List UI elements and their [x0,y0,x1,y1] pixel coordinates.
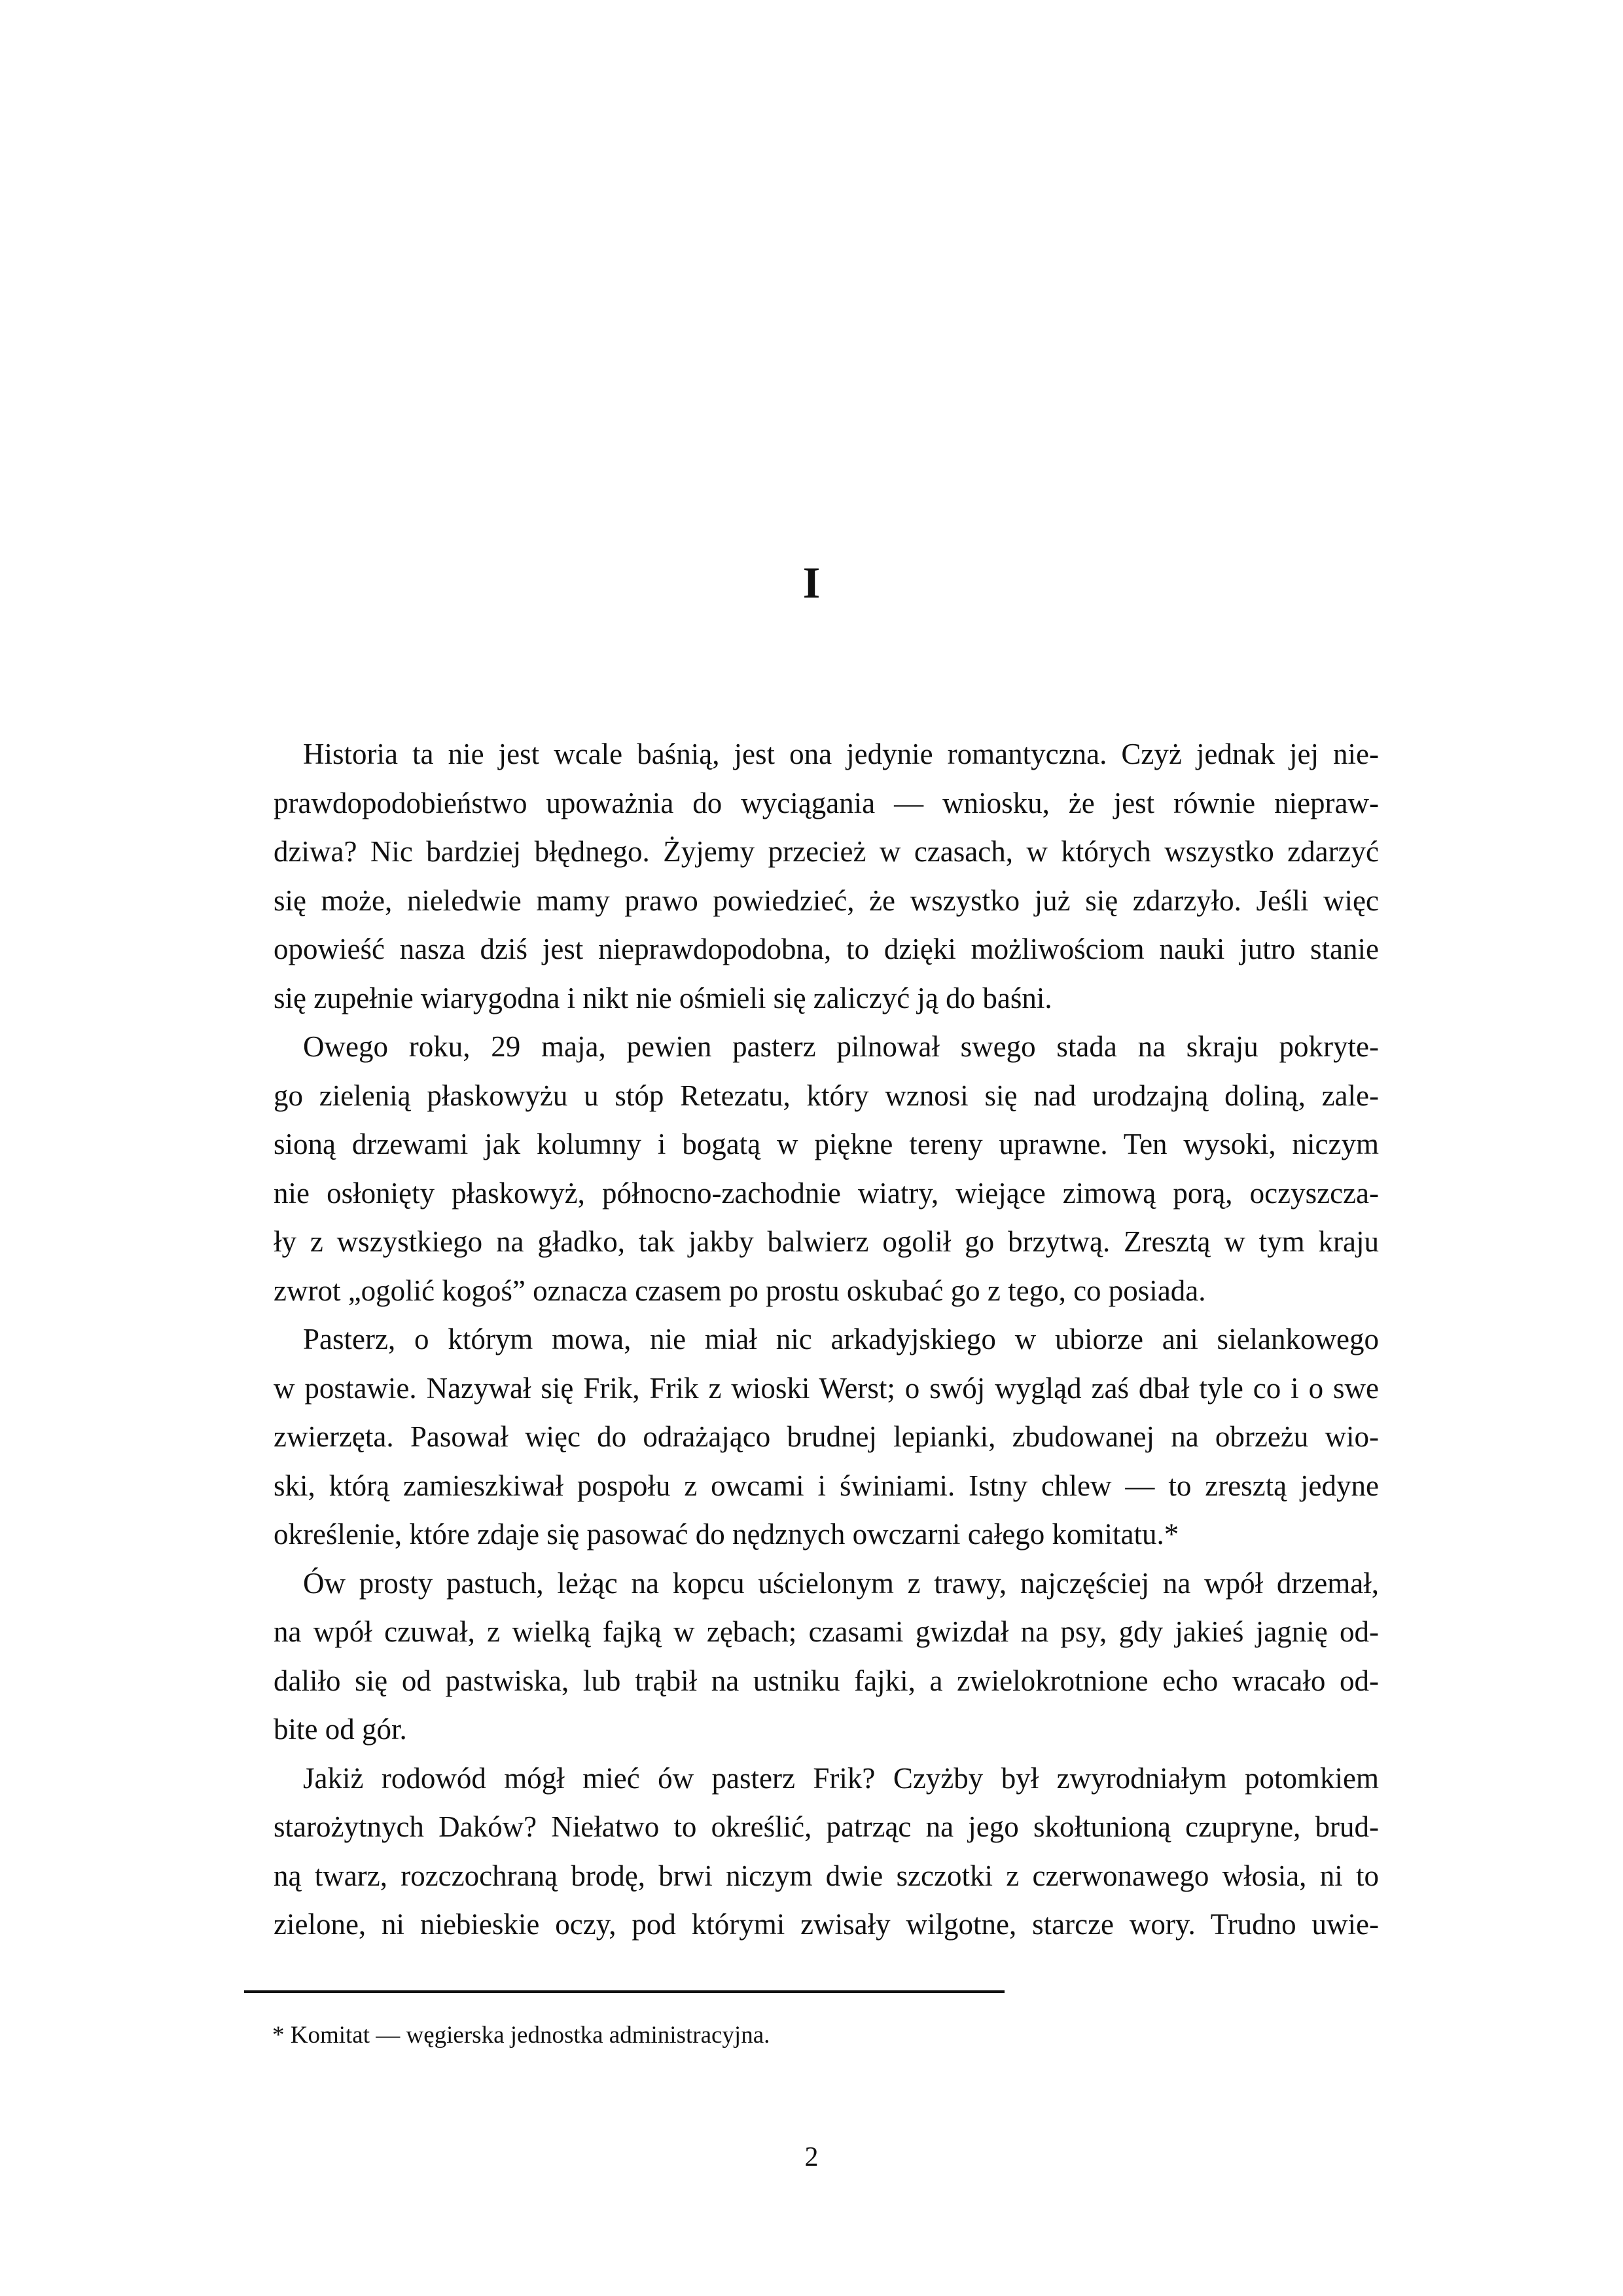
text-line: na wpół czuwał, z wielką fajką w zębach; czasami gwizdał na psy, gdy jakieś jagnię od- [274,1615,1379,1648]
footnote: * Komitat — węgierska jednostka administracyjna. [272,2022,770,2049]
text-line: się może, nieledwie mamy prawo powiedzieć, że wszystko już się zdarzyło. Jeśli więc [274,884,1379,917]
text-line: w postawie. Nazywał się Frik, Frik z wioski Werst; o swój wygląd zaś dbał tyle co i o swe [274,1371,1379,1405]
chapter-heading: I [802,558,821,607]
text-line: zwrot „ogolić kogoś” oznacza czasem po prostu oskubać go z tego, co posiada. [274,1274,1206,1307]
text-line: sioną drzewami jak kolumny i bogatą w piękne tereny uprawne. Ten wysoki, niczym [274,1128,1379,1160]
paragraph-1 [244,730,1379,1022]
text-line: ną twarz, rozczochraną brodę, brwi niczym dwie szczotki z czerwonawego włosia, ni to [274,1859,1379,1892]
paragraph-5 [244,1754,1379,1949]
text-line: zwierzęta. Pasował więc do odrażająco brudnej lepianki, zbudowanej na obrzeżu wio- [274,1420,1379,1453]
text-line: Owego roku, 29 maja, pewien pasterz pilnował swego stada na skraju pokryte- [303,1030,1379,1063]
paragraph-3 [244,1315,1379,1559]
text-line: prawdopodobieństwo upoważnia do wyciągania — wniosku, że jest równie niepraw- [274,786,1379,819]
text-line: opowieść nasza dziś jest nieprawdopodobna, to dzięki możliwościom nauki jutro stanie [274,933,1379,965]
text-line: Jakiż rodowód mógł mieć ów pasterz Frik? Czyżby był zwyrodniałym potomkiem [303,1761,1379,1795]
paragraph-2 [244,1022,1379,1315]
text-line: dziwa? Nic bardziej błędnego. Żyjemy przecież w czasach, w których wszystko zdarzyć [274,835,1379,868]
text-line: starożytnych Daków? Niełatwo to określić, patrząc na jego skołtunioną czupryne, brud- [274,1810,1379,1843]
text-line: się zupełnie wiarygodna i nikt nie ośmieli się zaliczyć ją do baśni. [274,981,1052,1014]
text-line: ły z wszystkiego na gładko, tak jakby balwierz ogolił go brzytwą. Zresztą w tym kraju [274,1225,1379,1258]
text-line: daliło się od pastwiska, lub trąbił na ustniku fajki, a zwielokrotnione echo wracało od- [274,1664,1379,1697]
paragraph-4 [244,1559,1379,1754]
text-line: Ów prosty pastuch, leżąc na kopcu uścielonym z trawy, najczęściej na wpół drzemał, [303,1566,1379,1600]
text-line: nie osłonięty płaskowyż, północno-zachodnie wiatry, wiejące zimową porą, oczyszcza- [274,1176,1379,1210]
body-text [244,730,1379,1949]
page-number: 2 [804,2142,819,2172]
text-line: zielone, ni niebieskie oczy, pod którymi zwisały wilgotne, starcze wory. Trudno uwie- [274,1908,1379,1941]
text-line: Historia ta nie jest wcale baśnią, jest ona jedynie romantyczna. Czyż jednak jej nie- [303,738,1379,770]
footnote-divider [244,1990,1005,1993]
text-line: Pasterz, o którym mowa, nie miał nic arkadyjskiego w ubiorze ani sielankowego [303,1323,1379,1355]
text-line: ski, którą zamieszkiwał pospołu z owcami i świniami. Istny chlew — to zresztą jedyne [274,1469,1379,1502]
text-line: określenie, które zdaje się pasować do nędznych owczarni całego komitatu.* [274,1518,1179,1551]
text-line: go zielenią płaskowyżu u stóp Retezatu, który wznosi się nad urodzajną doliną, zale- [274,1079,1379,1112]
text-line: bite od gór. [274,1713,407,1746]
